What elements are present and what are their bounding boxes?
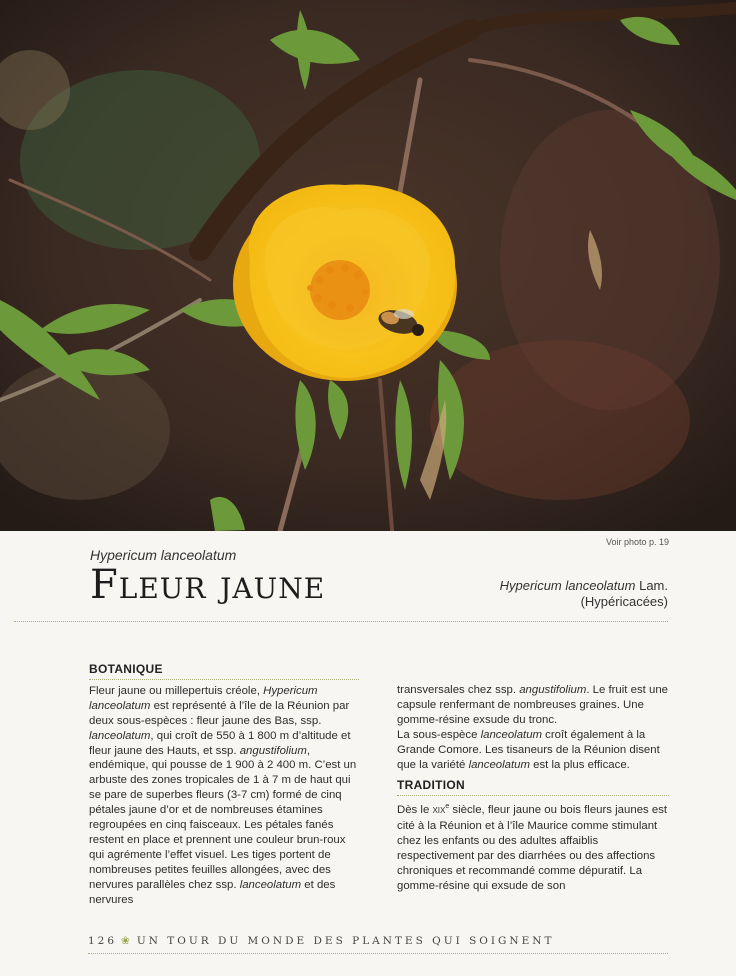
latin-name: Hypericum lanceolatum bbox=[90, 547, 237, 563]
tradition-paragraph: Dès le XIXe siècle, fleur jaune ou bois fleurs jaunes est cité à la Réunion et à l’île Maurice comme stimulant chez les enfants ou des adultes affaiblis respectivement par des diarrhées ou des affections chroniques et recommandé comme dépuratif. La gomme-résine qui exsude de son bbox=[397, 803, 668, 892]
leaf-ornament-icon: ❀ bbox=[121, 935, 133, 947]
footer-divider bbox=[88, 953, 668, 954]
botanique-continued: transversales chez ssp. angustifolium. Le fruit est une capsule renfermant de nombreuses graines. Une gomme-résine exsude du tronc. La sous-espèce lanceolatum croît également à la Grande Comore. Les tisaneurs de la Réunion disent que la variété lanceolatum est la plus efficace. bbox=[397, 684, 668, 771]
yellow-flower bbox=[233, 184, 457, 381]
book-title: UN TOUR DU MONDE DES PLANTES QUI SOIGNENT bbox=[136, 935, 555, 947]
photo-reference: Voir photo p. 19 bbox=[605, 537, 669, 547]
column-right bbox=[397, 683, 669, 894]
section-heading-botanique: BOTANIQUE bbox=[89, 662, 359, 680]
botanical-latin: Hypericum lanceolatum Lam. bbox=[499, 578, 668, 593]
plant-family: (Hypéricacées) bbox=[580, 594, 668, 609]
page-footer bbox=[88, 935, 554, 947]
botanical-name bbox=[500, 578, 668, 610]
column-left bbox=[89, 662, 359, 908]
botanique-paragraph: Fleur jaune ou millepertuis créole, Hypericum lanceolatum est représenté à l’île de la Réunion par deux sous-espèces : fleur jaune des Bas, ssp. lanceolatum, qui croît de 550 à 1 800 m d’altitude et fleur jaune des Hauts, et ssp. angustifolium, endémique, qui pousse de 1 900 à 2 400 m. C’est un arbuste des zones tropicales de 1 à 7 m de haut qui se pare de superbes fleurs (3-7 cm) formé de cinq pétales jaune d’or et de nombreuses étamines regroupées en cinq faisceaux. Les pétales fanés restent en place et prennent une couleur brun-roux qui agrémente l’effet visuel. Les tiges portent de nombreuses petites feuilles allongées, avec des nervures parallèles chez ssp. lanceolatum et des nervures bbox=[89, 684, 357, 906]
section-heading-tradition: TRADITION bbox=[397, 778, 669, 796]
page-number: 126 bbox=[88, 935, 118, 947]
title-divider bbox=[14, 621, 668, 622]
page-title: Fleur jaune bbox=[90, 562, 326, 608]
